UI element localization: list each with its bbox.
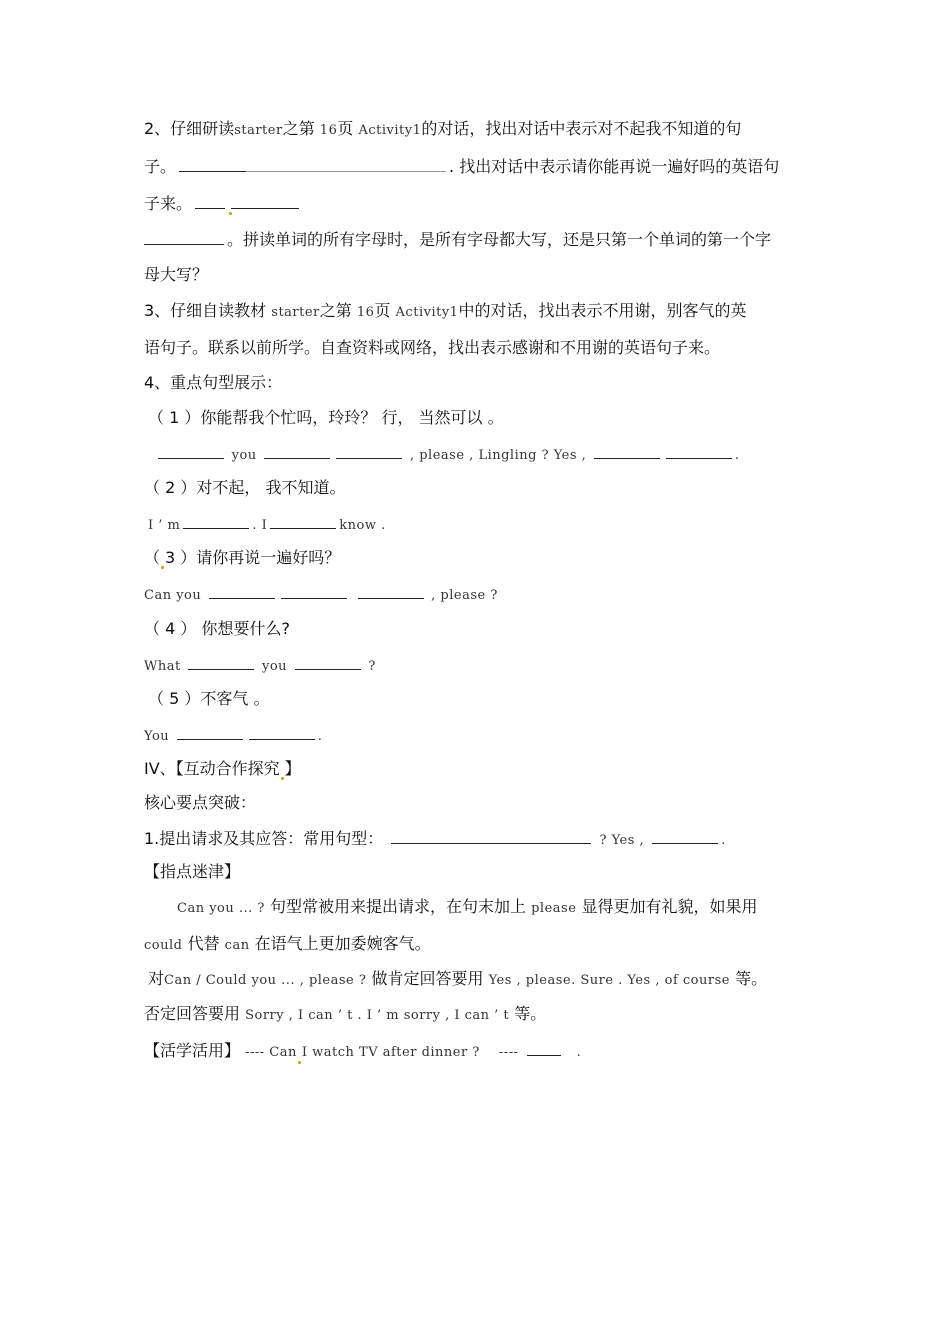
answer-blank[interactable] (358, 582, 424, 599)
iv-t2-could: could (144, 938, 183, 953)
s4-what: What (144, 659, 181, 674)
s4-en (144, 653, 376, 678)
q2-line1 (144, 118, 741, 142)
iv-t2-text: 代替 (187, 934, 220, 953)
iv-t4-en: Sorry , I can ’ t . I ’ m sorry , I can ’ t (245, 1008, 510, 1023)
iv-practice-en: ---- Can (245, 1045, 297, 1060)
s2-i: . I (252, 518, 268, 533)
s1-zh-text: （ 1 ）你能帮我个忙吗，玲玲？ 行， 当然可以 。 (148, 408, 504, 427)
s2-zh (144, 477, 345, 499)
q3-starter: starter (271, 305, 320, 320)
answer-blank[interactable] (391, 827, 591, 844)
iv-p1-text: 1.提出请求及其应答：常用句型： (144, 829, 384, 848)
q3-line1 (144, 300, 746, 324)
s1-please: please (419, 448, 465, 463)
q2-text: 之第 (282, 119, 315, 138)
mark-dot (229, 212, 232, 215)
s3-open: （ (144, 548, 161, 567)
iv-core-text: 核心要点突破： (144, 793, 257, 812)
s2-en (148, 512, 386, 537)
q2-text: 页 (337, 119, 354, 138)
q2-line5 (144, 264, 208, 286)
iv-practice-dash: ---- (498, 1045, 519, 1060)
s4-you: you (262, 659, 288, 674)
iv-practice-label: 【活学活用】 (144, 1041, 241, 1060)
answer-blank[interactable] (281, 582, 347, 599)
q2-page: 16 (319, 123, 338, 138)
q3-activity: Activity1 (395, 305, 459, 320)
q2-text: 。拼读单词的所有字母时，是所有字母都大写，还是只第一个单词的第一个字 (227, 230, 772, 249)
q2-starter: starter (234, 123, 283, 138)
answer-blank[interactable] (264, 442, 330, 459)
iv-t3-en2: Yes , please. Sure . Yes , of course (488, 973, 730, 988)
s2-know: know . (339, 518, 386, 533)
mark-dot (161, 566, 164, 569)
s3-en (144, 582, 498, 607)
mark-dot (298, 1061, 301, 1064)
answer-blank[interactable] (527, 1039, 561, 1056)
q2-activity: Activity1 (358, 123, 422, 138)
iv-t3-text: 对 (148, 969, 165, 988)
answer-blank[interactable] (594, 442, 660, 459)
q3-text: 中的对话，找出表示不用谢，别客气的英 (458, 301, 747, 320)
iv-t3-en: Can / Could you ... , please ? (164, 973, 367, 988)
iv-t3-text: 等。 (735, 969, 768, 988)
answer-blank[interactable] (295, 653, 361, 670)
answer-blank[interactable] (158, 442, 224, 459)
iv-t2 (144, 933, 431, 957)
s1-yes: Yes , (553, 448, 587, 463)
q2-text: 2、仔细研读 (144, 119, 235, 138)
s3-canyou: Can you (144, 588, 202, 603)
s2-im: I ’ m (148, 518, 181, 533)
iv-practice-en: I watch TV after dinner ? (301, 1045, 480, 1060)
iv-t4-text: 否定回答要用 (144, 1004, 241, 1023)
answer-blank[interactable] (188, 653, 254, 670)
s3-zh (144, 547, 340, 569)
iv-t3-text: 做肯定回答要用 (371, 969, 484, 988)
q2-text: 母大写？ (144, 265, 209, 284)
s4-zh (144, 618, 290, 640)
iv-t4-text: 等。 (514, 1004, 547, 1023)
q2-text: 子来。 (144, 194, 193, 213)
iv-core (144, 792, 256, 814)
q3-text: 语句子。联系以前所学。自查资料或网络，找出表示感谢和不用谢的英语句子来。 (144, 338, 721, 357)
iv-t2-can: can (224, 938, 250, 953)
q3-page: 16 (356, 305, 375, 320)
s5-zh-text: （ 5 ）不客气 。 (148, 689, 270, 708)
iv-t1 (177, 896, 758, 920)
s2-zh-text: （ 2 ）对不起， 我不知道。 (144, 478, 346, 497)
s3-zh-text: 3 ）请你再说一遍好吗？ (165, 548, 341, 567)
answer-blank[interactable] (209, 582, 275, 599)
iv-heading (144, 758, 301, 780)
iv-t2-text: 在语气上更加委婉客气。 (254, 934, 431, 953)
q2-line2 (144, 155, 779, 178)
answer-blank[interactable] (249, 723, 315, 740)
s1-you: you (231, 448, 257, 463)
q4-heading (144, 372, 282, 394)
iv-t4 (144, 1003, 546, 1027)
q3-text: 之第 (319, 301, 352, 320)
answer-blank[interactable] (652, 827, 718, 844)
answer-blank[interactable] (144, 228, 224, 245)
answer-blank[interactable] (336, 442, 402, 459)
q3-text: 页 (374, 301, 391, 320)
iv-heading-end: 】 (284, 759, 301, 778)
q3-text: 3、仔细自读教材 (144, 301, 267, 320)
s5-en: You . (144, 723, 322, 748)
iv-tips-text: 【指点迷津】 (144, 862, 241, 881)
answer-blank[interactable] (270, 512, 336, 529)
answer-blank[interactable] (231, 192, 299, 209)
iv-p1: 1.提出请求及其应答：常用句型： ? Yes , . (144, 829, 726, 848)
q4-heading-text: 4、重点句型展示： (144, 373, 283, 392)
answer-blank[interactable] (195, 192, 225, 209)
iv-p1-yes: ? Yes , (599, 833, 645, 848)
q2-text: 子。 (144, 157, 177, 176)
iv-practice: 【活学活用】 ---- Can I watch TV after dinner ? ---- . (144, 1039, 581, 1064)
iv-t1-text: 显得更加有礼貌，如果用 (581, 897, 758, 916)
mark-dot (281, 777, 284, 780)
q2-text: 的对话，找出对话中表示对不起我不知道的句 (421, 119, 742, 138)
s3-please: , please ? (431, 588, 498, 603)
s1-lingling: Lingling ? (478, 448, 550, 463)
q2-text: . 找出对话中表示请你能再说一遍好吗的英语句 (449, 157, 780, 176)
iv-tips (144, 861, 240, 883)
answer-blank[interactable] (177, 723, 243, 740)
s4-q: ? (368, 659, 376, 674)
iv-t1-en: Can you ... ? (177, 901, 265, 916)
s4-zh-text: （ 4 ） 你想要什么? (144, 619, 290, 638)
q2-line4 (144, 228, 771, 251)
q3-line2 (144, 337, 720, 359)
q2-line3 (144, 192, 302, 215)
iv-t1-text: 句型常被用来提出请求，在句末加上 (269, 897, 526, 916)
answer-blank[interactable] (246, 155, 446, 172)
s1-zh (148, 407, 504, 429)
answer-blank[interactable] (179, 155, 247, 172)
iv-t1-please: please (531, 901, 577, 916)
s5-you: You (144, 729, 170, 744)
iv-t3 (148, 968, 767, 992)
s5-zh (148, 688, 269, 710)
iv-heading-text: IV、【互动合作探究 (144, 759, 280, 778)
answer-blank[interactable] (183, 512, 249, 529)
answer-blank[interactable] (666, 442, 732, 459)
s1-en: you , please , Lingling ? Yes , . (155, 442, 740, 467)
